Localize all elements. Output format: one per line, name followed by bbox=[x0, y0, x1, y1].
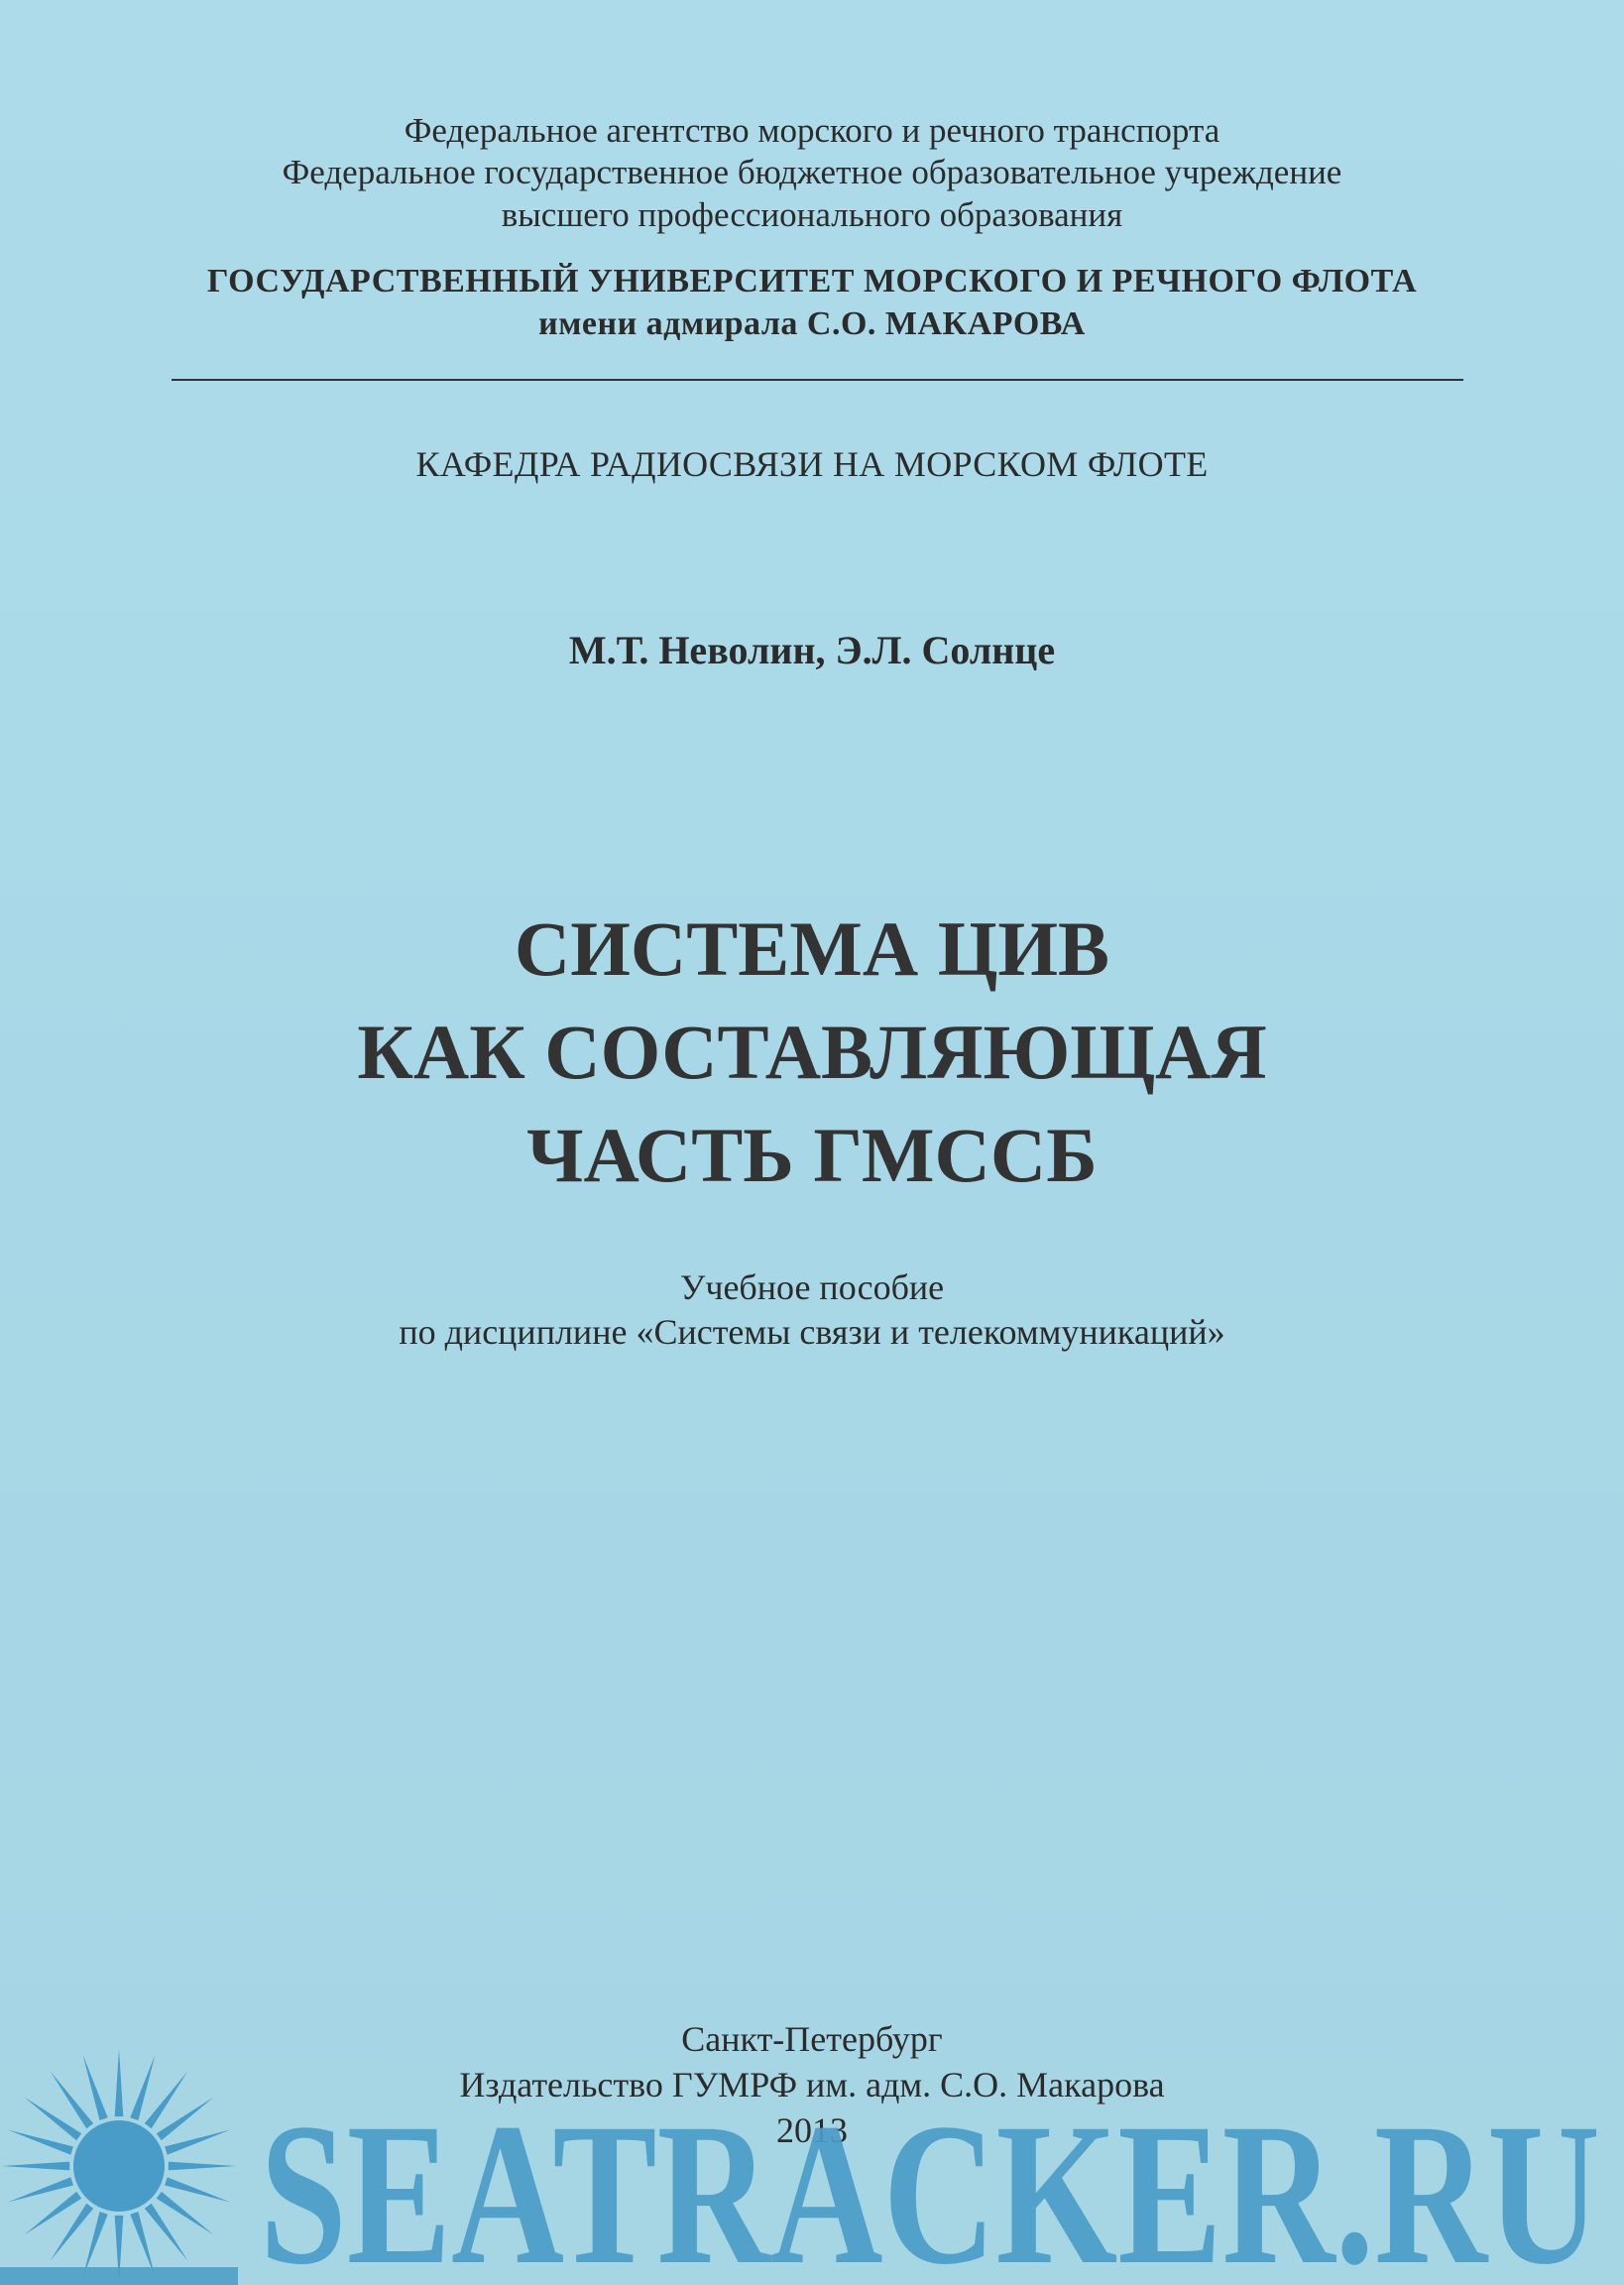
sun-icon bbox=[0, 2043, 238, 2285]
watermark-logo bbox=[260, 2076, 1624, 2285]
title-line-2: КАК СОСТАВЛЯЮЩАЯ bbox=[357, 1009, 1267, 1095]
sun-ray bbox=[83, 2055, 108, 2120]
education-level-line: высшего профессионального образования bbox=[501, 195, 1123, 234]
imprint-year: 2013 bbox=[776, 2110, 848, 2150]
sun-ray bbox=[115, 2049, 124, 2116]
subtitle-line-2: по дисциплине «Системы связи и телекоммуникаций» bbox=[399, 1312, 1225, 1352]
title-line-3: ЧАСТЬ ГМССБ bbox=[526, 1112, 1098, 1198]
sun-ray bbox=[130, 2055, 155, 2120]
institution-type-line: Федеральное государственное бюджетное образовательное учреждение bbox=[282, 153, 1342, 191]
title-line-1: СИСТЕМА ЦИВ bbox=[514, 905, 1110, 992]
university-named-after: имени адмирала С.О. МАКАРОВА bbox=[538, 305, 1086, 342]
header-divider bbox=[172, 379, 1463, 381]
sun-ray bbox=[169, 2162, 236, 2171]
sun-ray bbox=[2, 2162, 69, 2171]
department-name: КАФЕДРА РАДИОСВЯЗИ НА МОРСКОМ ФЛОТЕ bbox=[415, 444, 1209, 484]
university-name: ГОСУДАРСТВЕННЫЙ УНИВЕРСИТЕТ МОРСКОГО И РЕЧНОГО ФЛОТА bbox=[206, 263, 1418, 300]
sun-ray bbox=[165, 2177, 230, 2202]
sun-ray bbox=[165, 2130, 230, 2155]
watermark-text: SEATRACKER.RU bbox=[260, 2082, 1600, 2285]
imprint-city: Санкт-Петербург bbox=[681, 2019, 943, 2059]
agency-line: Федеральное агентство морского и речного транспорта bbox=[404, 111, 1220, 150]
authors: М.Т. Неволин, Э.Л. Солнце bbox=[568, 628, 1056, 672]
sun-ray bbox=[8, 2177, 73, 2202]
subtitle-line-1: Учебное пособие bbox=[679, 1267, 945, 1307]
sun-ray bbox=[8, 2130, 73, 2155]
imprint-publisher: Издательство ГУМРФ им. адм. С.О. Макарова bbox=[459, 2065, 1165, 2105]
